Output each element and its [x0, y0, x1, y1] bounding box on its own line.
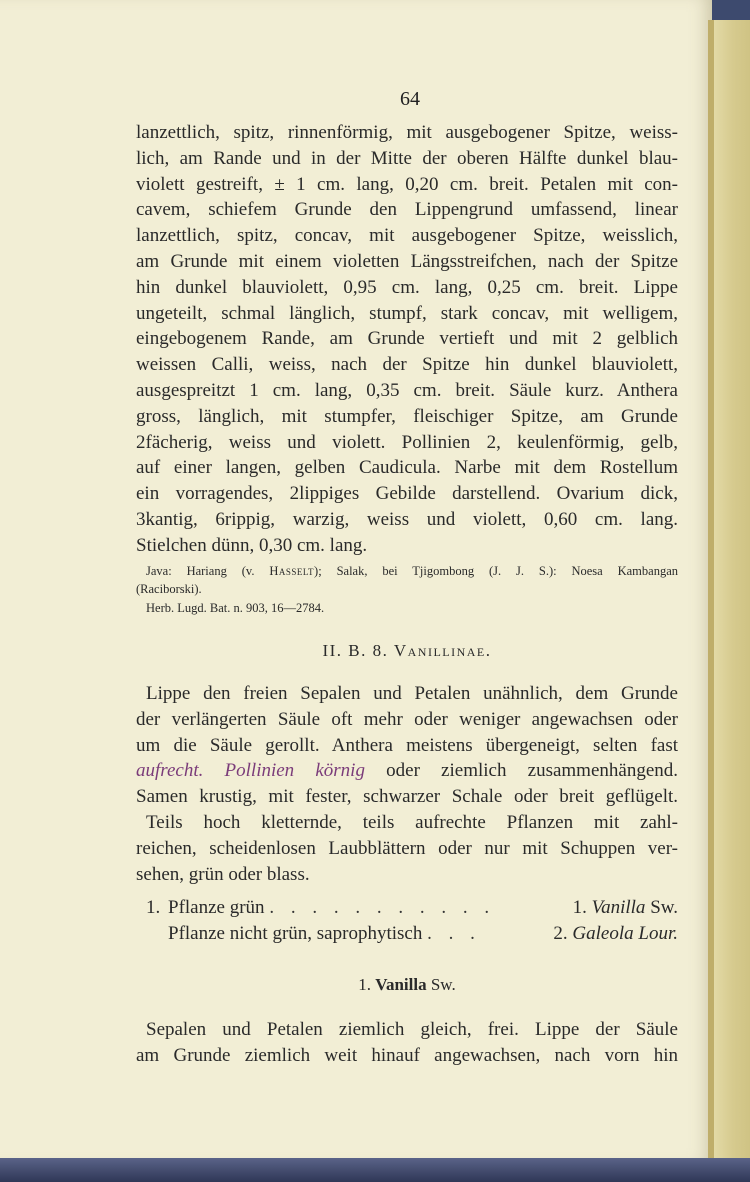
text-line: 3kantig, 6rippig, warzig, weiss und violett, 0,60 cm. lang.	[136, 508, 678, 530]
author-abbrev: Sw.	[650, 897, 678, 919]
genus-number: 1.	[358, 975, 371, 995]
text-line: lich, am Rande und in der Mitte der oberen Hälfte dunkel blau-	[136, 147, 678, 169]
page-body	[136, 120, 678, 1069]
page-edge	[708, 20, 750, 1160]
text-line: eingebogenem Rande, am Grunde vertieft und mit 2 gelblich	[136, 328, 678, 350]
locality-notes	[136, 562, 678, 618]
herbarium-reference: Herb. Lugd. Bat. n. 903, 16—2784.	[146, 600, 325, 615]
collector-name: Hasselt	[269, 563, 315, 578]
key-text	[168, 895, 565, 921]
text-line: weissen Calli, weiss, nach der Spitze hin dunkel blauviolett,	[136, 354, 678, 376]
text-line	[136, 758, 678, 784]
text-line: hin dunkel blauviolett, 0,95 cm. lang, 0,25 cm. breit. Lippe	[136, 276, 678, 298]
genus-name: Vanilla	[591, 897, 646, 919]
text-line: Lippe den freien Sepalen und Petalen unähnlich, dem Grunde	[146, 683, 678, 705]
text-line: am Grunde mit einem violetten Längsstreifchen, nach der Spitze	[136, 250, 678, 272]
text-line: Stielchen dünn, 0,30 cm. lang.	[136, 534, 368, 556]
author-abbrev: Lour.	[638, 923, 678, 945]
book-cover-edge	[0, 1158, 750, 1182]
note-text: ); Salak, bei Tjigombong (J. J. S.): Noesa Kambangan	[314, 563, 678, 578]
key-row	[136, 921, 678, 947]
genus-heading	[136, 973, 678, 997]
key-number: 1.	[146, 897, 161, 919]
text-line: am Grunde ziemlich weit hinauf angewachsen, nach vorn hin	[136, 1045, 678, 1067]
text-line: ungeteilt, schmal länglich, stumpf, stark concav, mit welligem,	[136, 302, 678, 324]
text-line: Sepalen und Petalen ziemlich gleich, frei. Lippe der Säule	[146, 1019, 678, 1041]
text-line: 2fächerig, weiss und violett. Pollinien 2, keulenförmig, gelb,	[136, 431, 678, 453]
leader-dots: . . .	[427, 923, 481, 945]
text-line: cavem, schiefem Grunde den Lippengrund umfassend, linear	[136, 199, 678, 221]
text-line: reichen, scheidenlosen Laubblättern oder nur mit Schuppen ver-	[136, 837, 678, 859]
text-line: ein vorragendes, 2lippiges Gebilde darstellend. Ovarium dick,	[136, 483, 678, 505]
note-line: (Raciborski).	[136, 582, 202, 597]
paragraph-description	[136, 120, 678, 559]
text-line: Teils hoch kletternde, teils aufrechte Pflanzen mit zahl-	[146, 812, 678, 834]
text-line: der verlängerten Säule oft mehr oder weniger angewachsen oder	[136, 708, 678, 730]
key-text	[168, 921, 545, 947]
key-description: Pflanze nicht grün, saprophytisch	[168, 923, 423, 945]
key-result	[545, 921, 678, 947]
text-span: oder ziemlich zusammenhängend.	[364, 760, 678, 782]
note-line	[136, 562, 678, 581]
leader-dots: . . . . . . . . . . .	[269, 897, 496, 919]
key-row	[136, 895, 678, 921]
section-heading: II. B. 8. Vanillinae.	[322, 641, 492, 661]
key-number	[146, 921, 168, 947]
key-description: Pflanze grün	[168, 897, 265, 919]
note-text: Java: Hariang (v.	[146, 563, 270, 578]
genus-title: Vanilla	[375, 975, 427, 995]
text-line: Samen krustig, mit fester, schwarzer Schale oder breit geflügelt.	[136, 786, 678, 808]
text-line: ausgespreitzt 1 cm. lang, 0,35 cm. breit. Säule kurz. Anthera	[136, 379, 678, 401]
text-line: lanzettlich, spitz, concav, mit ausgebogener Spitze, weisslich,	[136, 225, 678, 247]
genus-author: Sw.	[430, 975, 456, 995]
text-line: auf einer langen, gelben Caudicula. Narbe mit dem Rostellum	[136, 457, 678, 479]
result-number: 1.	[572, 897, 587, 919]
result-number: 2.	[553, 923, 568, 945]
genus-name: Galeola	[572, 923, 634, 945]
text-line: sehen, grün oder blass.	[136, 863, 310, 885]
page-number: 64	[400, 88, 420, 110]
text-line: lanzettlich, spitz, rinnenförmig, mit ausgebogener Spitze, weiss-	[136, 122, 678, 143]
highlighted-text: aufrecht. Pollinien körnig	[136, 760, 365, 782]
paragraph-vanilla	[136, 1017, 678, 1069]
key-result	[565, 895, 678, 921]
text-line: um die Säule gerollt. Anthera meistens übergeneigt, selten fast	[136, 734, 678, 756]
paragraph-vanillinae	[136, 681, 678, 887]
text-line: gross, länglich, mit stumpfer, fleischiger Spitze, am Grunde	[136, 405, 678, 427]
text-line: violett gestreift, ± 1 cm. lang, 0,20 cm. breit. Petalen mit con-	[136, 173, 678, 195]
genus-key	[136, 895, 678, 947]
